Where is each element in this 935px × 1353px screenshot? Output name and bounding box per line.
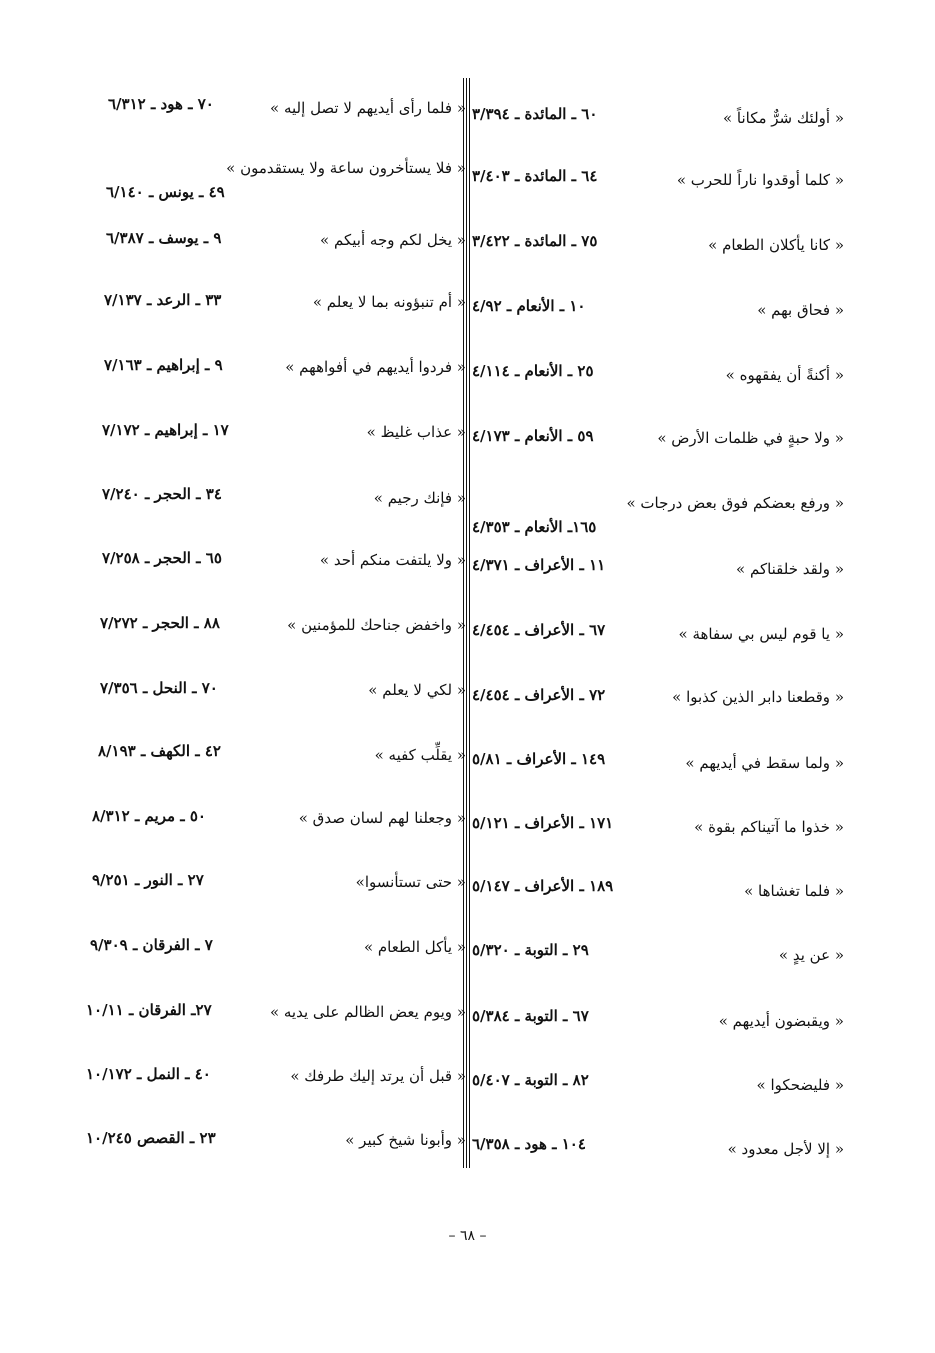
entry-reference: ٦٧ ـ التوبة ـ ٥/٣٨٤ bbox=[472, 1007, 589, 1025]
entry-phrase: « ولا يلتفت منكم أحد » bbox=[319, 551, 466, 569]
index-entry bbox=[472, 493, 844, 536]
entry-reference: ٤٠ ـ النمل ـ ١٠/١٧٢ bbox=[86, 1065, 211, 1083]
entry-phrase: « أم تنبؤونه بما لا يعلم » bbox=[312, 293, 466, 311]
entry-reference: ٤٩ ـ يونس ـ ٦/١٤٠ bbox=[106, 183, 225, 201]
index-entry bbox=[472, 876, 844, 916]
entry-reference: ١٨٩ ـ الأعراف ـ ٥/١٤٧ bbox=[472, 877, 614, 895]
entry-phrase: « لكي لا يعلم » bbox=[368, 681, 466, 699]
page-number: – ٦٨ – bbox=[448, 1228, 487, 1244]
entry-reference: ٢٥ ـ الأنعام ـ ٤/١١٤ bbox=[472, 362, 594, 380]
index-entry bbox=[86, 94, 466, 134]
entry-phrase: « يقلِّب كفيه » bbox=[374, 746, 466, 764]
entry-reference: ٣٤ ـ الحجر ـ ٧/٢٤٠ bbox=[102, 485, 222, 503]
index-entry bbox=[86, 548, 466, 588]
index-entry bbox=[86, 228, 466, 268]
entry-phrase: « فإنك رجيم » bbox=[373, 489, 466, 507]
entry-reference: ٦٧ ـ الأعراف ـ ٤/٤٥٤ bbox=[472, 621, 606, 639]
entry-phrase: « فلا يستأخرون ساعة ولا يستقدمون » bbox=[226, 159, 466, 177]
entry-reference: ٢٩ ـ التوبة ـ ٥/٣٢٠ bbox=[472, 941, 589, 959]
index-entry bbox=[86, 290, 466, 330]
entry-phrase: « كانا يأكلان الطعام » bbox=[708, 236, 844, 254]
entry-phrase: « ويقبضون أيديهم » bbox=[718, 1012, 844, 1030]
entry-reference: ٤٢ ـ الكهف ـ ٨/١٩٣ bbox=[98, 742, 221, 760]
index-entry bbox=[472, 1006, 844, 1046]
entry-phrase: « حتى تستأنسوا» bbox=[355, 873, 466, 891]
entry-reference: ٧٠ ـ هود ـ ٦/٣١٢ bbox=[108, 95, 214, 113]
entry-phrase: « وأبونا شيخ كبير » bbox=[345, 1131, 466, 1149]
index-entry bbox=[472, 620, 844, 660]
entry-phrase: « خذوا ما آتيناكم بقوة » bbox=[694, 818, 844, 836]
index-entry bbox=[472, 426, 844, 466]
entry-reference: ٢٧ـ الفرقان ـ ١٠/١١ bbox=[86, 1001, 212, 1019]
index-entry bbox=[472, 1070, 844, 1110]
entry-reference: ١١ ـ الأعراف ـ ٤/٣٧١ bbox=[472, 556, 606, 574]
entry-reference: ١٤٩ ـ الأعراف ـ ٥/٨١ bbox=[472, 750, 606, 768]
entry-phrase: « واخفض جناحك للمؤمنين » bbox=[287, 616, 466, 634]
entry-reference: ٩ ـ إبراهيم ـ ٧/١٦٣ bbox=[104, 356, 223, 374]
entry-reference: ٧٥ ـ المائدة ـ ٣/٤٢٢ bbox=[472, 232, 598, 250]
index-entry bbox=[472, 555, 844, 595]
index-entry bbox=[86, 678, 466, 718]
column-divider bbox=[466, 78, 467, 1168]
entry-phrase: « ولما سقط في أيديهم » bbox=[685, 754, 844, 772]
entry-phrase: « كلما أوقدوا ناراً للحرب » bbox=[676, 171, 844, 189]
entry-phrase: « ويوم يعض الظالم على يديه » bbox=[269, 1003, 466, 1021]
entry-phrase: « وقطعنا دابر الذين كذبوا » bbox=[672, 688, 844, 706]
index-entry bbox=[86, 158, 466, 201]
entry-reference: ١٦٥ـ الأنعام ـ ٤/٣٥٣ bbox=[472, 518, 597, 536]
index-entry bbox=[86, 1064, 466, 1104]
entry-phrase: « فلما تغشاها » bbox=[744, 882, 844, 900]
entry-phrase: « يخل لكم وجه أبيكم » bbox=[320, 231, 466, 249]
entry-reference: ٥٩ ـ الأنعام ـ ٤/١٧٣ bbox=[472, 427, 594, 445]
index-entry bbox=[86, 420, 466, 460]
entry-reference: ١٧١ ـ الأعراف ـ ٥/١٢١ bbox=[472, 814, 614, 832]
entry-phrase: « فردوا أيديهم في أفواههم » bbox=[285, 358, 466, 376]
entry-reference: ١٠٤ ـ هود ـ ٦/٣٥٨ bbox=[472, 1135, 586, 1153]
entry-reference: ٨٢ ـ التوبة ـ ٥/٤٠٧ bbox=[472, 1071, 589, 1089]
entry-phrase: « فلما رأى أيديهم لا تصل إليه » bbox=[270, 99, 466, 117]
entry-reference: ٦٠ ـ المائدة ـ ٣/٣٩٤ bbox=[472, 105, 598, 123]
index-entry bbox=[472, 296, 844, 336]
entry-phrase: « ورفع بعضكم فوق بعض درجات » bbox=[626, 494, 844, 512]
index-entry bbox=[472, 749, 844, 789]
index-entry bbox=[472, 940, 844, 980]
entry-reference: ١٧ ـ إبراهيم ـ ٧/١٧٢ bbox=[102, 421, 229, 439]
entry-reference: ٢٣ ـ القصص ١٠/٢٤٥ bbox=[86, 1129, 216, 1147]
index-entry bbox=[472, 361, 844, 401]
index-entry bbox=[86, 806, 466, 846]
entry-reference: ٩ ـ يوسف ـ ٦/٣٨٧ bbox=[106, 229, 222, 247]
entry-phrase: « أكنةً أن يفقهوه » bbox=[725, 366, 844, 384]
index-entry bbox=[86, 355, 466, 395]
index-entry bbox=[472, 231, 844, 271]
index-entry bbox=[472, 104, 844, 144]
index-entry bbox=[86, 484, 466, 524]
index-entry bbox=[86, 741, 466, 781]
index-entry bbox=[86, 613, 466, 653]
entry-reference: ١٠ ـ الأنعام ـ ٤/٩٢ bbox=[472, 297, 586, 315]
column-divider bbox=[469, 78, 470, 1168]
entry-phrase: « ولا حبةٍ في ظلمات الأرض » bbox=[657, 429, 844, 447]
entry-phrase: « وجعلنا لهم لسان صدق » bbox=[298, 809, 466, 827]
entry-phrase: « فحاق بهم » bbox=[757, 301, 844, 319]
index-entry bbox=[472, 1134, 844, 1174]
entry-reference: ٧٢ ـ الأعراف ـ ٤/٤٥٤ bbox=[472, 686, 606, 704]
entry-phrase: « قبل أن يرتد إليك طرفك » bbox=[290, 1067, 466, 1085]
entry-phrase: « عذاب غليظ » bbox=[366, 423, 466, 441]
entry-phrase: « إلا لأجل معدود » bbox=[727, 1140, 844, 1158]
index-entry bbox=[472, 166, 844, 206]
entry-reference: ٨٨ ـ الحجر ـ ٧/٢٧٢ bbox=[100, 614, 220, 632]
entry-phrase: « يا قوم ليس بي سفاهة » bbox=[678, 625, 844, 643]
entry-phrase: « ولقد خلقناكم » bbox=[736, 560, 844, 578]
entry-reference: ٢٧ ـ النور ـ ٩/٢٥١ bbox=[92, 871, 204, 889]
index-entry bbox=[86, 870, 466, 910]
entry-phrase: « فليضحكوا » bbox=[756, 1076, 844, 1094]
entry-phrase: « عن يدٍ » bbox=[778, 946, 844, 964]
entry-reference: ٥٠ ـ مريم ـ ٨/٣١٢ bbox=[92, 807, 206, 825]
index-entry bbox=[86, 935, 466, 975]
index-entry bbox=[472, 813, 844, 853]
entry-reference: ٦٥ ـ الحجر ـ ٧/٢٥٨ bbox=[102, 549, 222, 567]
entry-phrase: « يأكل الطعام » bbox=[363, 938, 466, 956]
index-entry bbox=[86, 1000, 466, 1040]
entry-reference: ٧٠ ـ النحل ـ ٧/٣٥٦ bbox=[100, 679, 218, 697]
entry-reference: ٦٤ ـ المائدة ـ ٣/٤٠٣ bbox=[472, 167, 598, 185]
entry-reference: ٣٣ ـ الرعد ـ ٧/١٣٧ bbox=[104, 291, 222, 309]
index-entry bbox=[472, 685, 844, 725]
entry-reference: ٧ ـ الفرقان ـ ٩/٣٠٩ bbox=[90, 936, 213, 954]
index-entry bbox=[86, 1128, 466, 1168]
entry-phrase: « أولئك شرٌّ مكاناً » bbox=[722, 109, 844, 127]
